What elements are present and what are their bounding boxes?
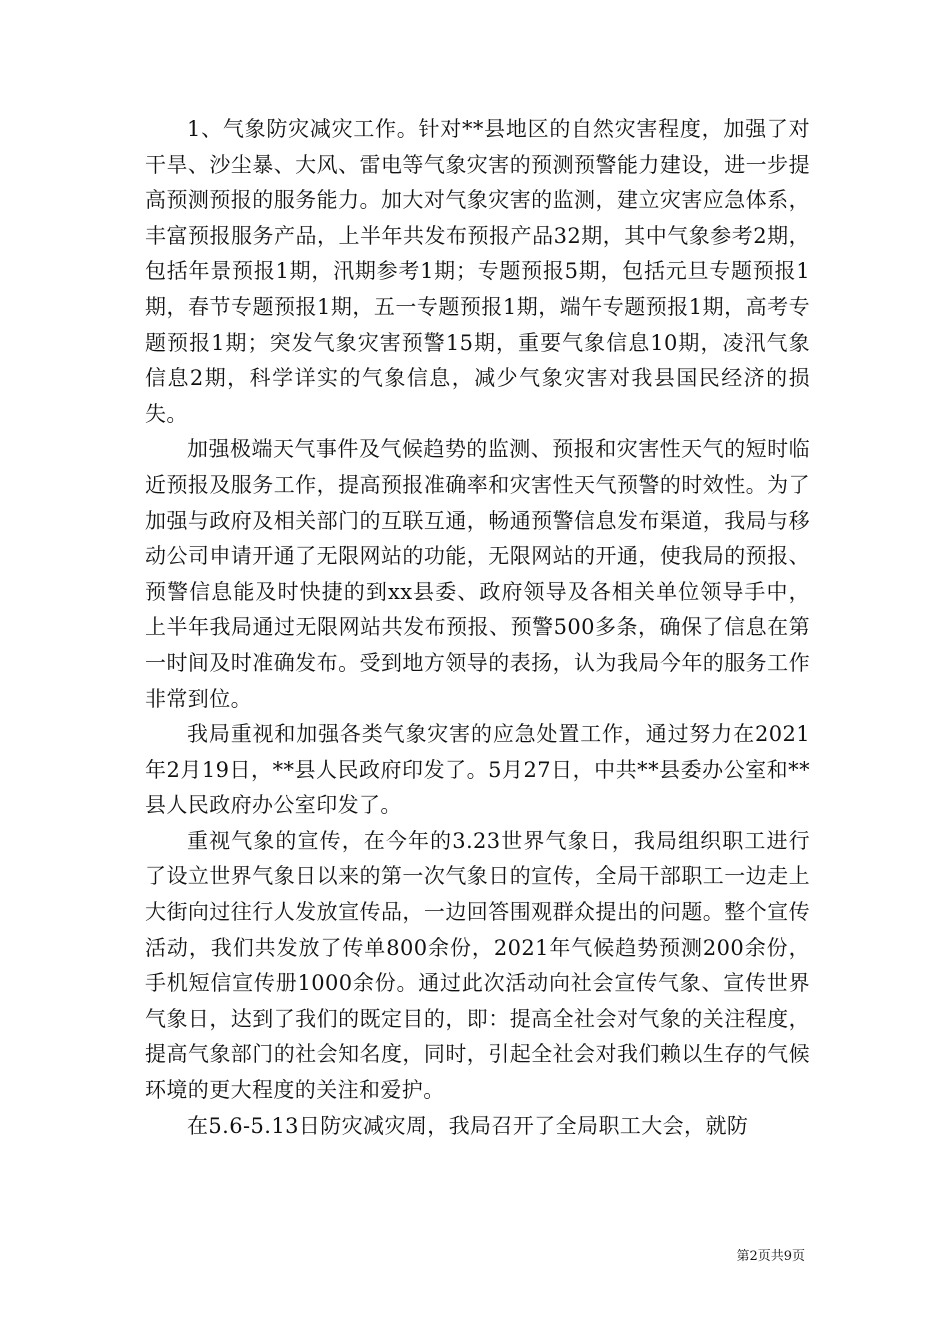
document-body: [145, 112, 810, 1144]
paragraph-5: 在5.6-5.13日防灾减灾周，我局召开了全局职工大会，就防: [187, 1113, 749, 1138]
paragraph-1: 1、气象防灾减灾工作。针对**县地区的自然灾害程度，加强了对干旱、沙尘暴、大风、雷电等气象灾害的预测预警能力建设，进一步提高预测预报的服务能力。加大对气象灾害的监测，建立灾害应急体系，丰富预报服务产品，上半年共发布预报产品32期，其中气象参考2期，包括年景预报1期，汛期参考1期；专题预报5期，包括元旦专题预报1期，春节专题预报1期，五一专题预报1期，端午专题预报1期，高考专题预报1期；突发气象灾害预警15期，重要气象信息10期，凌汛气象信息2期，科学详实的气象信息，减少气象灾害对我县国民经济的损失。: [145, 117, 810, 426]
paragraph-3: 我局重视和加强各类气象灾害的应急处置工作，通过努力在2021年2月19日，**县人民政府印发了。5月27日，中共**县委办公室和**县人民政府办公室印发了。: [145, 722, 810, 818]
page-number-footer: 第2页共9页: [736, 1249, 805, 1264]
paragraph-4: 重视气象的宣传，在今年的3.23世界气象日，我局组织职工进行了设立世界气象日以来的第一次气象日的宣传，全局干部职工一边走上大街向过往行人发放宣传品，一边回答围观群众提出的问题。整个宣传活动，我们共发放了传单800余份，2021年气候趋势预测200余份，手机短信宣传册1000余份。通过此次活动向社会宣传气象、宣传世界气象日，达到了我们的既定目的，即：提高全社会对气象的关注程度，提高气象部门的社会知名度，同时，引起全社会对我们赖以生存的气候环境的更大程度的关注和爱护。: [145, 828, 810, 1103]
paragraph-2: 加强极端天气事件及气候趋势的监测、预报和灾害性天气的短时临近预报及服务工作，提高预报准确率和灾害性天气预警的时效性。为了加强与政府及相关部门的互联互通，畅通预警信息发布渠道，我局与移动公司申请开通了无限网站的功能，无限网站的开通，使我局的预报、预警信息能及时快捷的到xx县委、政府领导及各相关单位领导手中，上半年我局通过无限网站共发布预报、预警500多条，确保了信息在第一时间及时准确发布。受到地方领导的表扬，认为我局今年的服务工作非常到位。: [145, 437, 810, 711]
